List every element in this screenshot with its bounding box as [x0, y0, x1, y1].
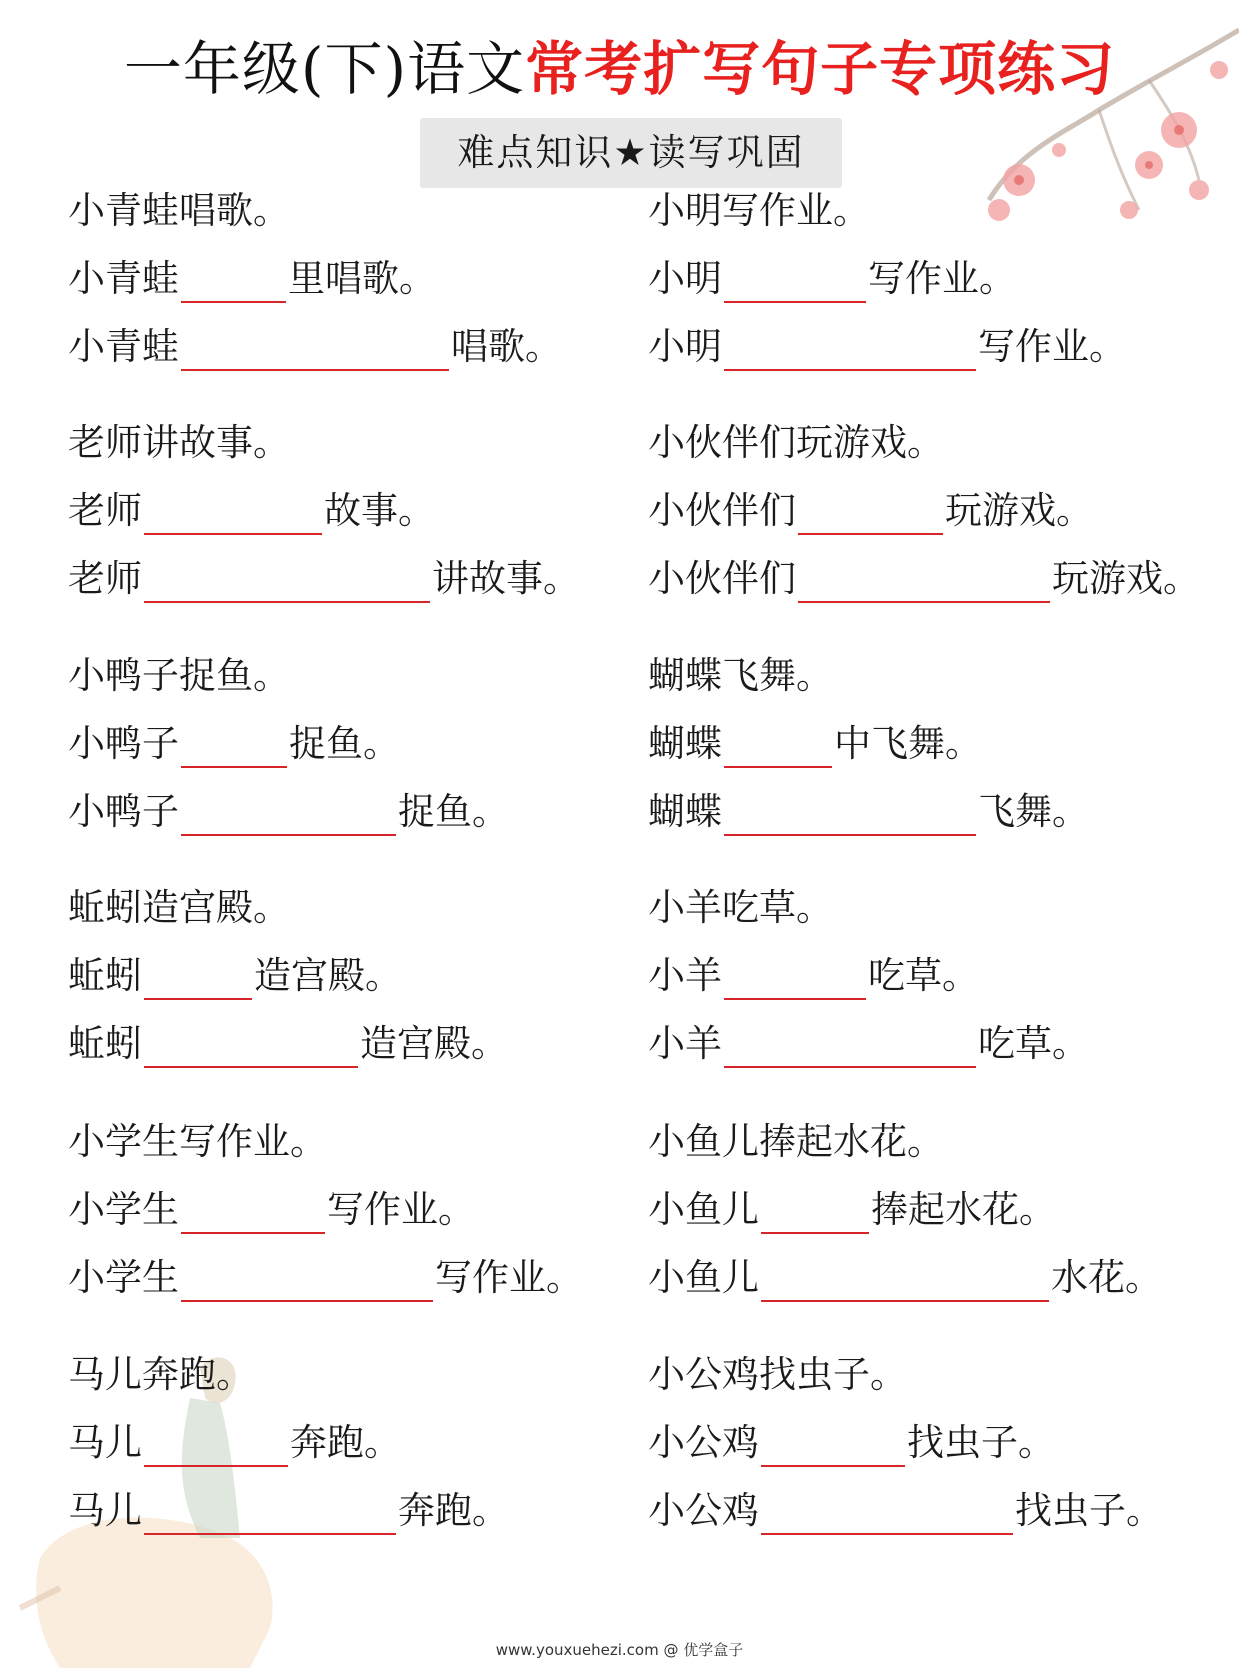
- sentence-subject: 马儿: [68, 1489, 142, 1532]
- title-black-part: 一年级(下)语文: [123, 35, 526, 103]
- fill-in-blank[interactable]: [761, 1421, 905, 1467]
- sentence-predicate: 故事。: [324, 489, 435, 532]
- sentence-predicate: 写作业。: [435, 1256, 583, 1299]
- fill-in-blank[interactable]: [181, 257, 286, 303]
- base-sentence: 小羊吃草。: [648, 886, 833, 929]
- sentence-subject: 马儿: [68, 1421, 142, 1464]
- fill-in-blank[interactable]: [761, 1188, 869, 1234]
- sentence-subject: 小鱼儿: [648, 1188, 759, 1231]
- expand-sentence-long: [648, 1016, 1089, 1072]
- fill-in-blank[interactable]: [144, 489, 322, 535]
- expand-sentence-short: [68, 1415, 401, 1471]
- page-title: [0, 22, 1239, 106]
- sentence-subject: 小青蛙: [68, 257, 179, 300]
- expand-sentence-short: [68, 1182, 475, 1238]
- sentence-predicate: 造宫殿。: [360, 1022, 508, 1065]
- sentence-subject: 小伙伴们: [648, 557, 796, 600]
- fill-in-blank[interactable]: [181, 325, 449, 371]
- expand-sentence-long: [648, 319, 1126, 375]
- sentence-predicate: 找虫子。: [1015, 1489, 1163, 1532]
- expand-sentence-short: [68, 948, 402, 1004]
- fill-in-blank[interactable]: [724, 722, 832, 768]
- sentence-predicate: 写作业。: [868, 257, 1016, 300]
- sentence-predicate: 水花。: [1051, 1256, 1162, 1299]
- expand-sentence-short: [648, 251, 1016, 307]
- base-sentence: 蚯蚓造宫殿。: [68, 886, 290, 929]
- sentence-predicate: 写作业。: [327, 1188, 475, 1231]
- sentence-predicate: 捧起水花。: [871, 1188, 1056, 1231]
- fill-in-blank[interactable]: [724, 954, 866, 1000]
- base-sentence: 小青蛙唱歌。: [68, 189, 290, 232]
- expand-sentence-short: [68, 251, 436, 307]
- sentence-subject: 小公鸡: [648, 1421, 759, 1464]
- sentence-subject: 小羊: [648, 1022, 722, 1065]
- expand-sentence-long: [648, 1483, 1163, 1539]
- sentence-predicate: 捉鱼。: [398, 790, 509, 833]
- fill-in-blank[interactable]: [144, 1022, 358, 1068]
- sentence-subject: 老师: [68, 557, 142, 600]
- sentence-predicate: 找虫子。: [907, 1421, 1055, 1464]
- sentence-subject: 蚯蚓: [68, 1022, 142, 1065]
- base-sentence: 马儿奔跑。: [68, 1353, 253, 1396]
- expand-sentence-short: [648, 948, 979, 1004]
- sentence-subject: 小学生: [68, 1188, 179, 1231]
- sentence-predicate: 里唱歌。: [288, 257, 436, 300]
- sentence-predicate: 奔跑。: [290, 1421, 401, 1464]
- fill-in-blank[interactable]: [798, 489, 943, 535]
- base-sentence: 小明写作业。: [648, 189, 870, 232]
- base-sentence: 小学生写作业。: [68, 1120, 327, 1163]
- expand-sentence-long: [648, 784, 1089, 840]
- sentence-subject: 蝴蝶: [648, 790, 722, 833]
- footer-watermark: www.youxuehezi.com @ 优学盒子: [495, 1641, 744, 1659]
- sentence-predicate: 玩游戏。: [1052, 557, 1200, 600]
- sentence-subject: 小鸭子: [68, 722, 179, 765]
- fill-in-blank[interactable]: [798, 557, 1050, 603]
- fill-in-blank[interactable]: [181, 1188, 325, 1234]
- sentence-predicate: 捉鱼。: [289, 722, 400, 765]
- sentence-predicate: 吃草。: [978, 1022, 1089, 1065]
- sentence-subject: 小鱼儿: [648, 1256, 759, 1299]
- expand-sentence-short: [648, 716, 982, 772]
- base-sentence: 小鱼儿捧起水花。: [648, 1120, 944, 1163]
- sentence-subject: 小明: [648, 257, 722, 300]
- expand-sentence-short: [648, 483, 1093, 539]
- expand-sentence-short: [68, 483, 435, 539]
- sentence-predicate: 讲故事。: [432, 557, 580, 600]
- fill-in-blank[interactable]: [144, 1421, 288, 1467]
- expand-sentence-short: [648, 1182, 1056, 1238]
- expand-sentence-long: [68, 784, 509, 840]
- fill-in-blank[interactable]: [761, 1256, 1049, 1302]
- fill-in-blank[interactable]: [724, 257, 866, 303]
- fill-in-blank[interactable]: [144, 1489, 396, 1535]
- expand-sentence-long: [68, 1483, 509, 1539]
- fill-in-blank[interactable]: [144, 954, 252, 1000]
- expand-sentence-long: [68, 1250, 583, 1306]
- sentence-predicate: 造宫殿。: [254, 954, 402, 997]
- sentence-predicate: 中飞舞。: [834, 722, 982, 765]
- fill-in-blank[interactable]: [181, 790, 396, 836]
- sentence-predicate: 飞舞。: [978, 790, 1089, 833]
- fill-in-blank[interactable]: [761, 1489, 1013, 1535]
- expand-sentence-long: [68, 319, 562, 375]
- sentence-subject: 小青蛙: [68, 325, 179, 368]
- sentence-subject: 小公鸡: [648, 1489, 759, 1532]
- sentence-subject: 小学生: [68, 1256, 179, 1299]
- title-red-part: 常考扩写句子专项练习: [525, 35, 1116, 103]
- sentence-subject: 老师: [68, 489, 142, 532]
- sentence-subject: 小明: [648, 325, 722, 368]
- fill-in-blank[interactable]: [181, 722, 287, 768]
- sentence-predicate: 唱歌。: [451, 325, 562, 368]
- expand-sentence-short: [648, 1415, 1055, 1471]
- base-sentence: 小伙伴们玩游戏。: [648, 421, 944, 464]
- expand-sentence-short: [68, 716, 400, 772]
- sentence-subject: 小伙伴们: [648, 489, 796, 532]
- sentence-predicate: 写作业。: [978, 325, 1126, 368]
- expand-sentence-long: [68, 551, 580, 607]
- sentence-subject: 蝴蝶: [648, 722, 722, 765]
- fill-in-blank[interactable]: [181, 1256, 433, 1302]
- base-sentence: 小公鸡找虫子。: [648, 1353, 907, 1396]
- subtitle-banner: 难点知识★读写巩固: [420, 118, 842, 188]
- sentence-subject: 蚯蚓: [68, 954, 142, 997]
- sentence-predicate: 吃草。: [868, 954, 979, 997]
- base-sentence: 小鸭子捉鱼。: [68, 654, 290, 697]
- fill-in-blank[interactable]: [724, 1022, 976, 1068]
- expand-sentence-long: [648, 551, 1200, 607]
- fill-in-blank[interactable]: [724, 325, 976, 371]
- sentence-subject: 小羊: [648, 954, 722, 997]
- sentence-predicate: 奔跑。: [398, 1489, 509, 1532]
- sentence-subject: 小鸭子: [68, 790, 179, 833]
- expand-sentence-long: [68, 1016, 508, 1072]
- sentence-predicate: 玩游戏。: [945, 489, 1093, 532]
- fill-in-blank[interactable]: [724, 790, 976, 836]
- base-sentence: 蝴蝶飞舞。: [648, 654, 833, 697]
- base-sentence: 老师讲故事。: [68, 421, 290, 464]
- fill-in-blank[interactable]: [144, 557, 430, 603]
- expand-sentence-long: [648, 1250, 1162, 1306]
